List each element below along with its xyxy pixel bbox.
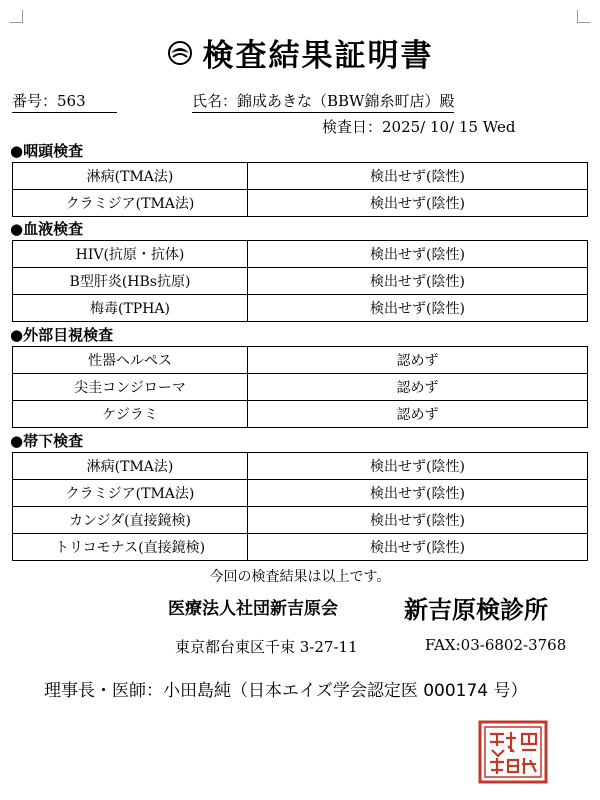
test-result: 認めず <box>248 347 588 374</box>
section-heading-visual: ●外部目視検査 <box>10 326 114 344</box>
document-title: 検査結果証明書 <box>202 38 434 74</box>
exam-date: 検査日：2025/ 10/ 15 Wed <box>322 118 516 136</box>
patient-name: 氏名：錦成あきな（BBW錦糸町店）殿 <box>192 90 454 113</box>
test-result: 検出せず(陰性) <box>248 507 588 534</box>
test-result: 検出せず(陰性) <box>248 534 588 561</box>
test-name: B型肝炎(HBs抗原) <box>13 268 248 295</box>
table-row <box>13 347 588 374</box>
clinic-fax: FAX:03-6802-3768 <box>425 636 567 654</box>
test-result: 検出せず(陰性) <box>248 295 588 322</box>
test-result: 検出せず(陰性) <box>248 268 588 295</box>
test-name: カンジダ(直接鏡検) <box>13 507 248 534</box>
table-row <box>13 190 588 217</box>
test-name: ケジラミ <box>13 401 248 428</box>
table-row <box>13 534 588 561</box>
page-corner-mark-left <box>10 10 23 23</box>
results-table-throat <box>12 162 588 217</box>
test-result: 検出せず(陰性) <box>248 480 588 507</box>
test-name: トリコモナス(直接鏡検) <box>13 534 248 561</box>
test-name: 淋病(TMA法) <box>13 453 248 480</box>
clinic-name: 新吉原検診所 <box>404 596 548 624</box>
results-table-discharge <box>12 452 588 561</box>
test-result: 検出せず(陰性) <box>248 453 588 480</box>
table-row <box>13 401 588 428</box>
table-row <box>13 295 588 322</box>
test-name: クラミジア(TMA法) <box>13 190 248 217</box>
test-name: 尖圭コンジローマ <box>13 374 248 401</box>
chairman-signature: 理事長・医師：小田島純（日本エイズ学会認定医 000174 号） <box>44 681 528 701</box>
certificate-number: 番号：563 <box>12 90 117 113</box>
test-result: 検出せず(陰性) <box>248 241 588 268</box>
table-row <box>13 268 588 295</box>
table-row <box>13 453 588 480</box>
official-seal-stamp <box>478 720 548 784</box>
table-row <box>13 480 588 507</box>
section-heading-throat: ●咽頭検査 <box>10 142 84 160</box>
table-row <box>13 507 588 534</box>
table-row <box>13 163 588 190</box>
title-area <box>0 30 600 75</box>
test-name: クラミジア(TMA法) <box>13 480 248 507</box>
results-table-visual <box>12 346 588 428</box>
test-name: HIV(抗原・抗体) <box>13 241 248 268</box>
document-title-row <box>167 30 434 75</box>
table-row <box>13 241 588 268</box>
results-table-blood <box>12 240 588 322</box>
organization-name: 医療法人社団新吉原会 <box>168 599 338 619</box>
section-heading-blood: ●血液検査 <box>10 220 84 238</box>
test-result: 検出せず(陰性) <box>248 190 588 217</box>
section-heading-discharge: ●帯下検査 <box>10 432 84 450</box>
table-row <box>13 374 588 401</box>
test-result: 検出せず(陰性) <box>248 163 588 190</box>
closing-statement: 今回の検査結果は以上です。 <box>209 569 391 585</box>
clinic-address: 東京都台東区千束 3-27-11 <box>175 638 358 656</box>
page-corner-mark-right <box>577 10 590 23</box>
test-result: 認めず <box>248 401 588 428</box>
test-result: 認めず <box>248 374 588 401</box>
clinic-logo-icon <box>167 40 193 66</box>
test-name: 淋病(TMA法) <box>13 163 248 190</box>
test-name: 性器ヘルペス <box>13 347 248 374</box>
test-name: 梅毒(TPHA) <box>13 295 248 322</box>
